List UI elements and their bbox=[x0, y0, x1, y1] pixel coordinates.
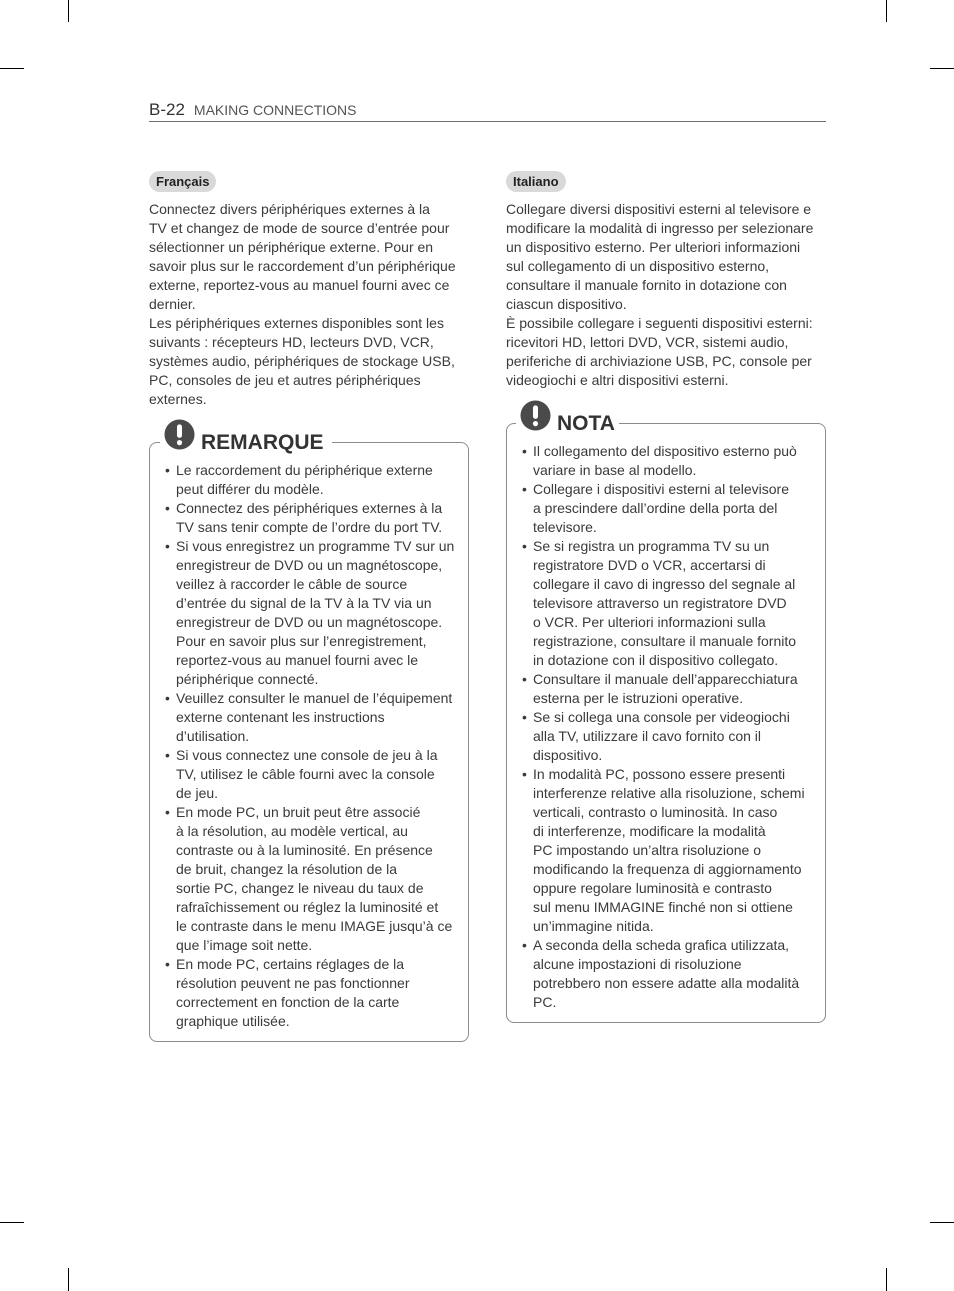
crop-mark bbox=[0, 68, 24, 69]
exclamation-circle-icon bbox=[164, 419, 195, 450]
note-item: • En mode PC, un bruit peut être associé à la résolution, au modèle vertical, au contraste ou à la luminosité. En présence de bruit, changez la résolution de la sortie PC, changez le niveau du taux de rafraîchissement ou réglez la luminosité et le contraste dans le menu IMAGE jusqu’à ce que l’image soit nette. bbox=[150, 803, 468, 955]
note-item: • Si vous connectez une console de jeu à la TV, utilisez le câble fourni avec la console de jeu. bbox=[150, 746, 468, 803]
column-french bbox=[149, 0, 469, 1291]
note-list bbox=[150, 461, 468, 1031]
note-item: • In modalità PC, possono essere presenti interferenze relative alla risoluzione, schemi verticali, contrasto o luminosità. In caso di interferenze, modificare la modalità PC impostando un’altra risoluzione o modificando la frequenza di aggiornamento oppure regolare luminosità e contrasto sul menu IMMAGINE finché non si ottiene un’immagine nitida. bbox=[507, 765, 825, 936]
note-item: • Si vous enregistrez un programme TV sur un enregistreur de DVD ou un magnétoscope, veillez à raccorder le câble de source d’entrée du signal de la TV à la TV via un enregistreur de DVD ou un magnétoscope. Pour en savoir plus sur l’enregistrement, reportez-vous au manuel fourni avec le périphérique connecté. bbox=[150, 537, 468, 689]
intro-paragraph: Collegare diversi dispositivi esterni al televisore e modificare la modalità di ingresso per selezionare un dispositivo esterno. Per ulteriori informazioni sul collegamento di un dispositivo esterno, consultare il manuale fornito in dotazione con ciascun dispositivo. bbox=[506, 201, 814, 312]
note-box-heading bbox=[516, 410, 619, 436]
language-badge-french: Français bbox=[149, 171, 216, 192]
note-item: • Se si registra un programma TV su un registratore DVD o VCR, accertarsi di collegare il cavo di ingresso del segnale al televisore attraverso un registratore DVD o VCR. Per ulteriori informazioni sulla registrazione, consultare il manuale fornito in dotazione con il dispositivo collegato. bbox=[507, 537, 825, 670]
note-item: • Collegare i dispositivi esterni al televisore a prescindere dall’ordine della porta del televisore. bbox=[507, 480, 825, 537]
intro-text bbox=[149, 200, 456, 409]
note-item: • A seconda della scheda grafica utilizzata, alcune impostazioni di risoluzione potrebbero non essere adatte alla modalità PC. bbox=[507, 936, 825, 1012]
crop-mark bbox=[68, 0, 69, 22]
intro-text bbox=[506, 200, 813, 390]
note-item: • Se si collega una console per videogiochi alla TV, utilizzare il cavo fornito con il dispositivo. bbox=[507, 708, 825, 765]
note-title: REMARQUE bbox=[201, 430, 324, 454]
crop-mark bbox=[886, 1268, 887, 1291]
crop-mark bbox=[68, 1268, 69, 1291]
note-item: • Le raccordement du périphérique externe peut différer du modèle. bbox=[150, 461, 468, 499]
note-item: • Connectez des périphériques externes à la TV sans tenir compte de l’ordre du port TV. bbox=[150, 499, 468, 537]
exclamation-circle-icon bbox=[520, 400, 551, 431]
intro-paragraph: Connectez divers périphériques externes à la TV et changez de mode de source d’entrée pour sélectionner un périphérique externe. Pour en savoir plus sur le raccordement d’un périphérique externe, reportez-vous au manuel fourni avec ce dernier. bbox=[149, 201, 456, 312]
note-item: • Veuillez consulter le manuel de l’équipement externe contenant les instructions d’utilisation. bbox=[150, 689, 468, 746]
intro-paragraph: Les périphériques externes disponibles sont les suivants : récepteurs HD, lecteurs DVD, VCR, systèmes audio, périphériques de stockage USB, PC, consoles de jeu et autres périphériques externes. bbox=[149, 315, 455, 407]
section-title: MAKING CONNECTIONS bbox=[193, 102, 357, 118]
note-list bbox=[507, 442, 825, 1012]
note-item: • Consultare il manuale dell’apparecchiatura esterna per le istruzioni operative. bbox=[507, 670, 825, 708]
note-title: NOTA bbox=[557, 411, 615, 435]
note-box-heading bbox=[160, 429, 332, 455]
intro-paragraph: È possibile collegare i seguenti dispositivi esterni: ricevitori HD, lettori DVD, VCR, sistemi audio, periferiche di archiviazione USB, PC, console per videogiochi e altri dispositivi esterni. bbox=[506, 315, 813, 388]
crop-mark bbox=[0, 1222, 24, 1223]
crop-mark bbox=[930, 1222, 954, 1223]
note-item: • Il collegamento del dispositivo esterno può variare in base al modello. bbox=[507, 442, 825, 480]
note-item: • En mode PC, certains réglages de la résolution peuvent ne pas fonctionner correctement en fonction de la carte graphique utilisée. bbox=[150, 955, 468, 1031]
language-badge-italian: Italiano bbox=[506, 171, 566, 192]
crop-mark bbox=[886, 0, 887, 22]
note-box-nota bbox=[506, 411, 826, 1023]
crop-mark bbox=[930, 68, 954, 69]
note-box-remarque bbox=[149, 430, 469, 1042]
page-number: B-22 bbox=[149, 100, 185, 119]
column-italian bbox=[506, 0, 826, 1291]
